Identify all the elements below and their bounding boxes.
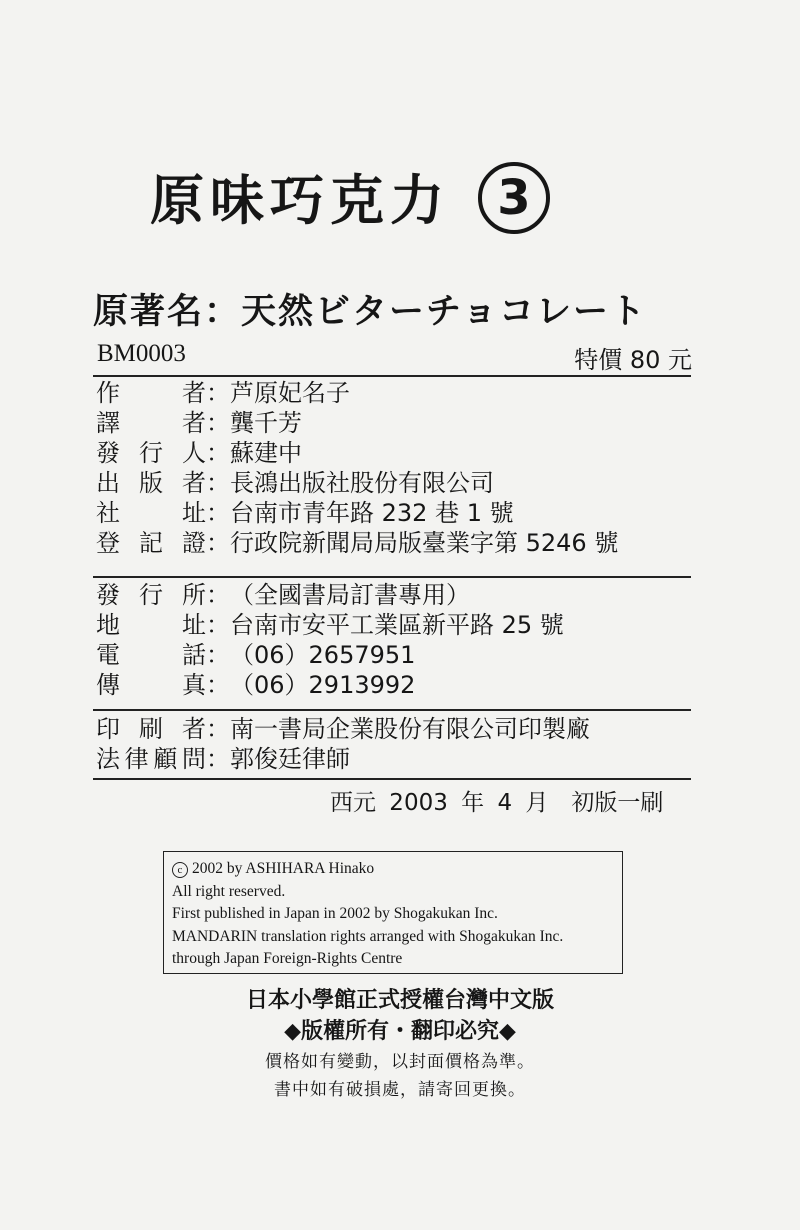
credit-value: 芦原妃名子 [230,379,350,407]
copyright-line: c 2002 by ASHIHARA Hinako [172,858,614,881]
colon-separator: ： [206,439,230,467]
credit-label: 地 址 [96,611,206,639]
divider [93,375,691,377]
credits-block-a [96,378,696,558]
credit-value: 行政院新聞局局版臺業字第 5246 號 [230,529,619,557]
divider [93,709,691,711]
authorization-line: 日本小學館正式授權台灣中文版 [245,988,554,1013]
copyright-line: MANDARIN translation rights arranged with Shogakukan Inc. [172,927,564,945]
credit-row [96,378,696,408]
book-code: BM0003 [97,340,186,367]
colon-separator: ： [206,529,230,557]
credit-label: 出 版 者 [96,469,206,497]
credit-value: 郭俊廷律師 [230,745,350,773]
credit-row [96,580,696,610]
colon-separator: ： [206,611,230,639]
credit-label: 發 行 所 [96,581,206,609]
credit-value: （06）2913992 [230,671,416,699]
credit-label: 印 刷 者 [96,715,206,743]
credit-label: 法 律 顧 問 [96,745,206,773]
credit-row [96,610,696,640]
colon-separator: ： [206,379,230,407]
credit-label: 譯 者 [96,409,206,437]
copyright-line: First published in Japan in 2002 by Shogakukan Inc. [172,905,498,922]
credit-row [96,468,696,498]
colon-separator: ： [206,715,230,743]
divider [93,576,691,578]
credits-block-c [96,714,696,774]
price: 特價 80 元 [574,346,692,374]
credit-row [96,408,696,438]
credit-row [96,498,696,528]
colon-separator: ： [206,745,230,773]
colon-separator: ： [206,671,230,699]
credit-value: 南一書局企業股份有限公司印製廠 [230,715,590,743]
damage-return-notice: 書中如有破損處，請寄回更換。 [274,1080,526,1100]
colon-separator: ： [206,469,230,497]
rights-notice: ◆版權所有・翻印必究◆ [284,1019,516,1044]
code-price-row [97,340,692,376]
copyright-symbol-icon: c [172,862,188,878]
credit-row [96,714,696,744]
credit-label: 發 行 人 [96,439,206,467]
credits-block-b [96,580,696,700]
copyright-line: All right reserved. [172,882,286,900]
credit-label: 電 話 [96,641,206,669]
title-text: 原味巧克力 [150,169,450,232]
credit-row [96,640,696,670]
copyright-box [163,851,623,974]
credit-value: 台南市青年路 232 巷 1 號 [230,499,514,527]
divider [93,778,691,780]
copyright-line: through Japan Foreign-Rights Centre [172,950,403,967]
credit-row [96,438,696,468]
book-title [150,165,550,240]
colon-separator: ： [206,499,230,527]
price-change-notice: 價格如有變動，以封面價格為準。 [265,1052,535,1072]
colon-separator: ： [206,581,230,609]
edition-date: 西元 2003 年 4 月 初版一刷 [330,790,664,816]
credit-label: 登 記 證 [96,529,206,557]
volume-number: 3 [478,162,550,234]
credit-value: 龔千芳 [230,409,302,437]
credit-value: 長鴻出版社股份有限公司 [230,469,494,497]
colon-separator: ： [206,409,230,437]
credit-value: 蘇建中 [230,439,302,467]
credit-label: 作 者 [96,379,206,407]
colon-separator: ： [206,641,230,669]
credit-value: 台南市安平工業區新平路 25 號 [230,611,564,639]
credit-label: 傳 真 [96,671,206,699]
credit-value: （06）2657951 [230,641,416,669]
original-title: 原著名：天然ビターチョコレート [93,292,647,332]
credit-value: （全國書局訂書專用） [230,581,470,609]
credit-row [96,670,696,700]
credit-row [96,744,696,774]
credit-row [96,528,696,558]
credit-label: 社 址 [96,499,206,527]
